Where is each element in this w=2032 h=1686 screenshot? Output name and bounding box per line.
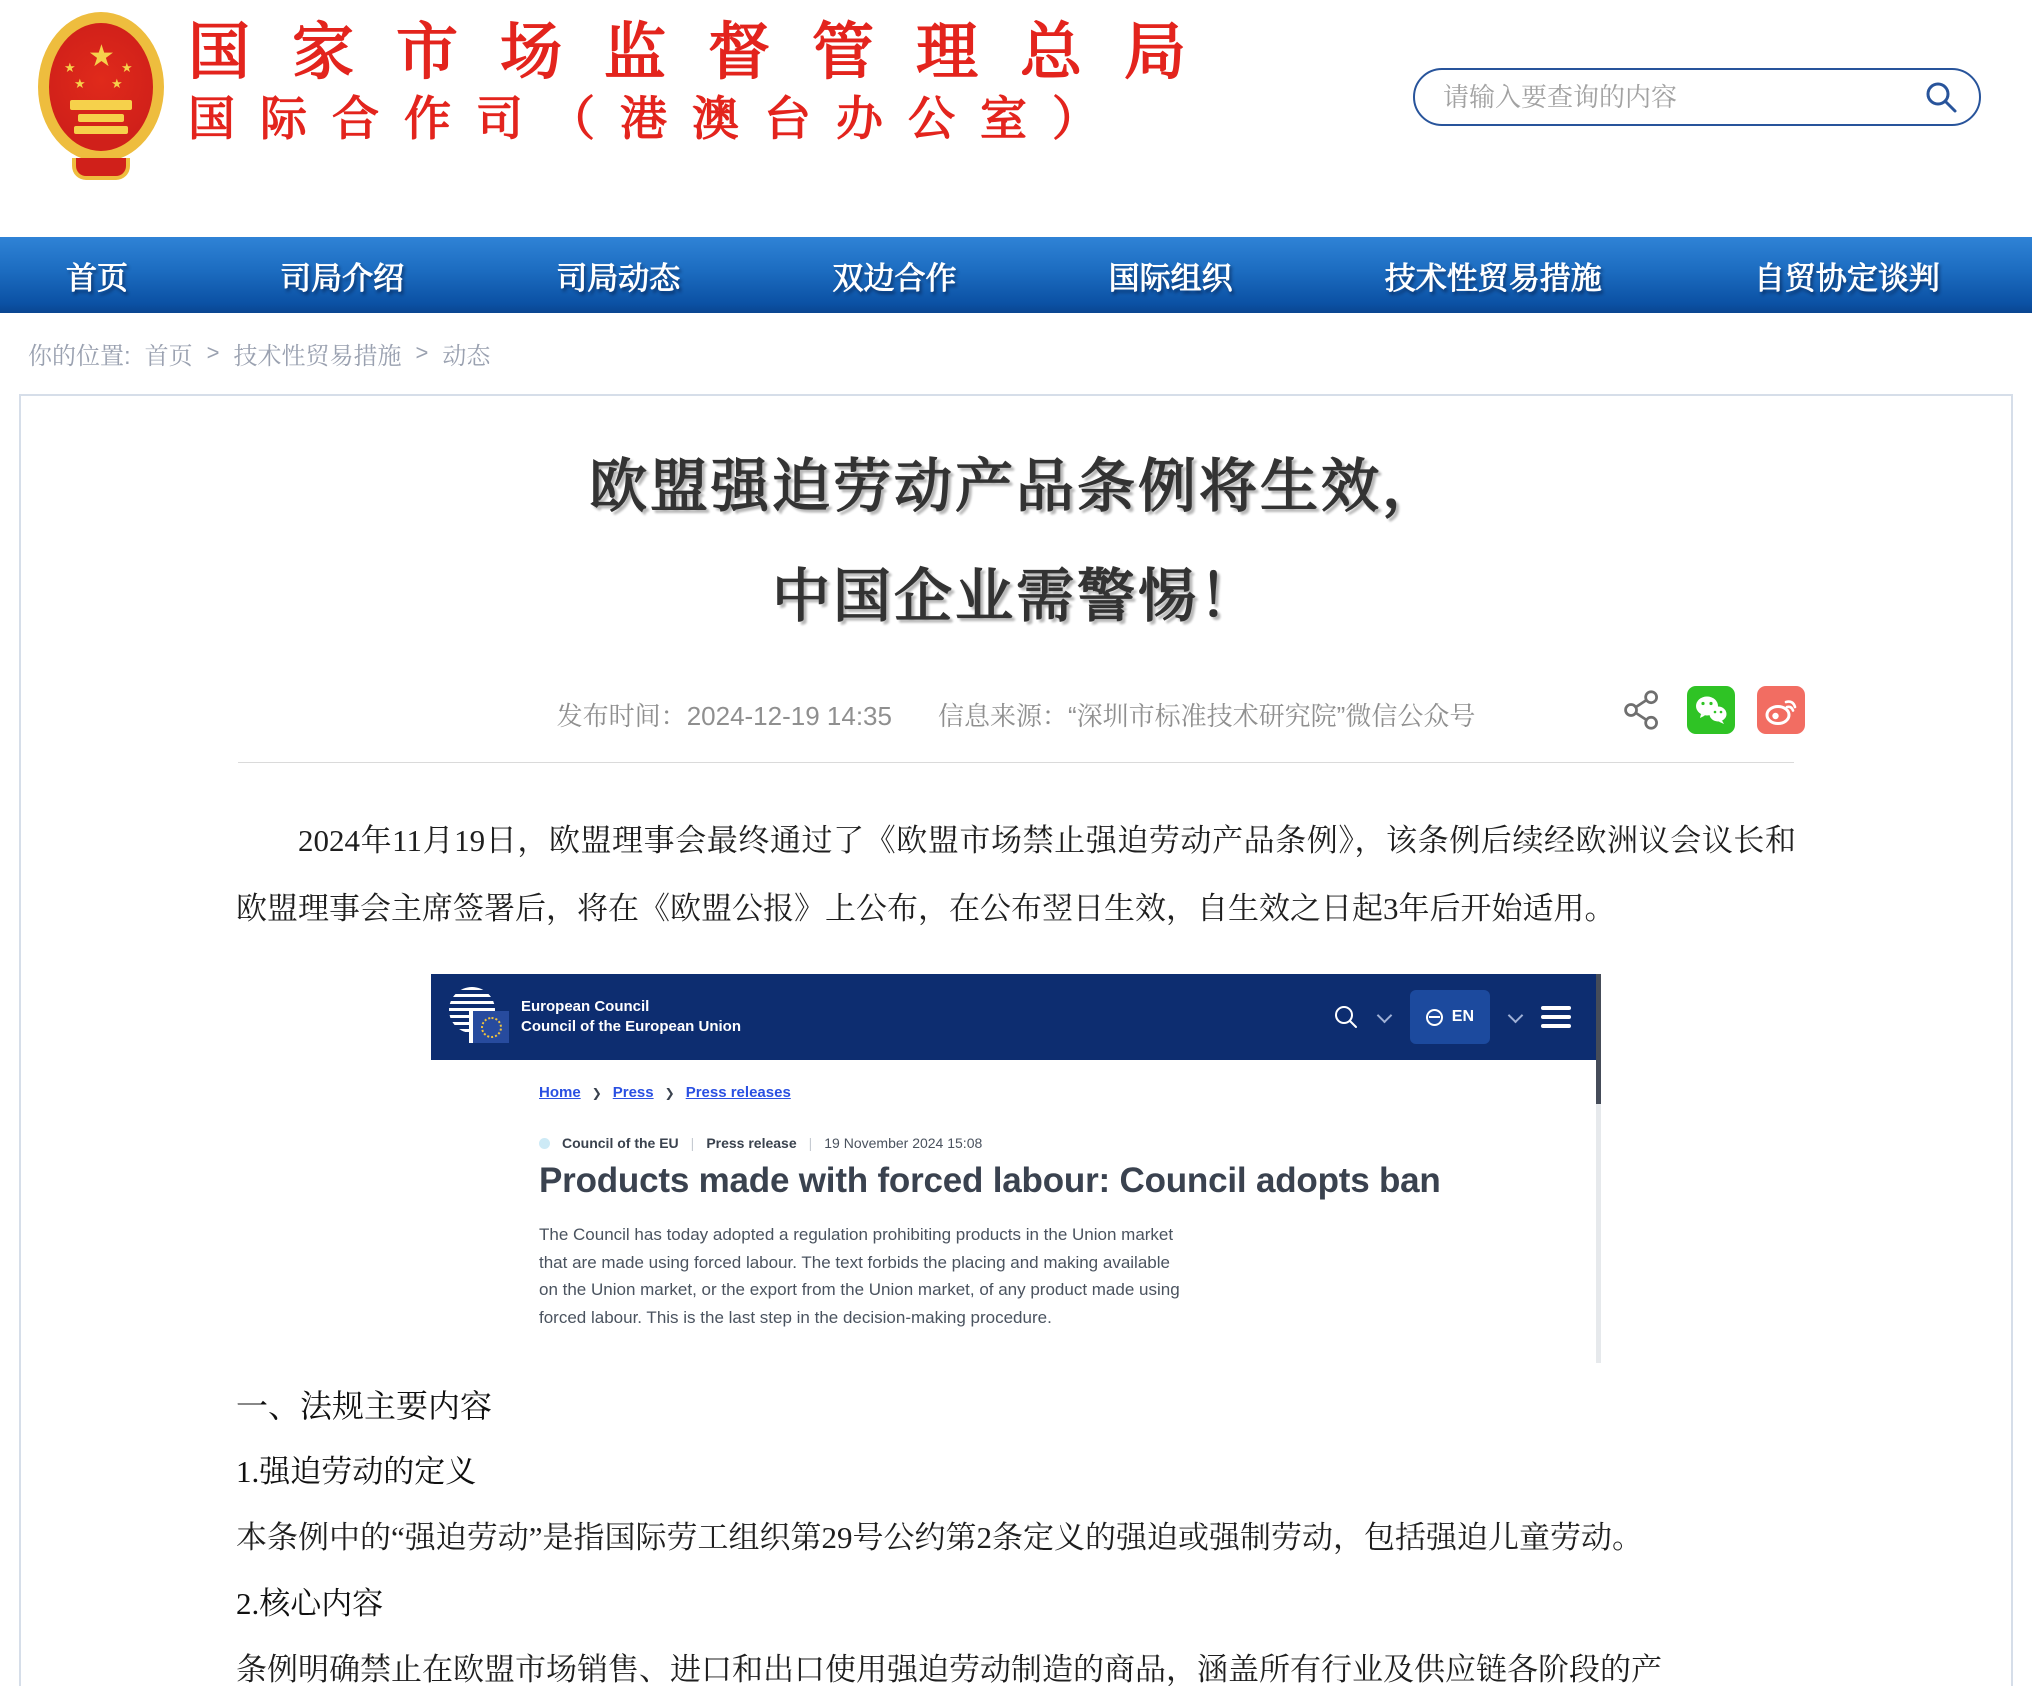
publish-source: 信息来源：“深圳市标准技术研究院”微信公众号	[937, 701, 1476, 731]
eu-language-caret-icon	[1508, 1007, 1524, 1023]
share-row	[1619, 686, 1805, 734]
eu-globe-icon	[1426, 1009, 1443, 1026]
breadcrumb-separator: >	[415, 340, 429, 365]
eu-flag-icon	[469, 1011, 509, 1043]
breadcrumb-home[interactable]: 首页	[144, 342, 193, 370]
item2-heading: 2.核心内容	[236, 1586, 384, 1621]
eu-menu-icon	[1541, 1006, 1571, 1028]
publish-row	[21, 684, 2011, 742]
section1-heading: 一、法规主要内容	[236, 1388, 493, 1424]
item1-heading: 1.强迫劳动的定义	[236, 1454, 477, 1489]
article-title-line2: 中国企业需警惕！	[771, 564, 1260, 629]
site-search[interactable]	[1413, 68, 1981, 126]
breadcrumb-current[interactable]: 动态	[442, 342, 491, 370]
site-header	[0, 0, 2032, 237]
nav-item-fta[interactable]: 自贸协定谈判	[1753, 260, 1940, 296]
eu-search-icon	[1333, 1004, 1359, 1030]
search-input[interactable]	[1441, 81, 1923, 114]
eu-org-name: European Council Council of the European Union	[521, 998, 741, 1035]
item2-body: 条例明确禁止在欧盟市场销售、进口和出口使用强迫劳动制造的商品，涵盖所有行业及供应链各阶段的产	[236, 1652, 1662, 1686]
weibo-share-icon[interactable]	[1757, 686, 1805, 734]
eu-meta-row: Council of the EU | Press release | 19 November 2024 15:08	[539, 1135, 1601, 1151]
divider-line	[238, 762, 1794, 763]
search-icon[interactable]	[1923, 79, 1959, 115]
publish-time: 发布时间：2024-12-19 14:35	[556, 701, 892, 731]
wechat-share-icon[interactable]	[1687, 686, 1735, 734]
nav-item-tbt[interactable]: 技术性贸易措施	[1384, 260, 1602, 296]
breadcrumb-separator: >	[206, 340, 220, 365]
eu-press-screenshot	[431, 974, 1601, 1363]
eu-breadcrumb-press: Press	[612, 1084, 654, 1101]
nav-item-home[interactable]: 首页	[66, 260, 128, 296]
item1-body: 本条例中的“强迫劳动”是指国际劳工组织第29号公约第2条定义的强迫或强制劳动，包括强迫儿童劳动。	[236, 1520, 1644, 1555]
eu-breadcrumb-releases: Press releases	[685, 1084, 791, 1101]
eu-meta-dot	[539, 1138, 550, 1149]
eu-scrollbar	[1596, 974, 1601, 1363]
main-nav	[0, 237, 2032, 313]
site-title-line1: 国家市场监督管理总局	[188, 18, 1229, 87]
eu-breadcrumb: Home ❯ Press ❯ Press releases	[539, 1084, 791, 1101]
eu-header-bar	[431, 974, 1601, 1060]
share-icon[interactable]	[1619, 687, 1665, 733]
nav-item-intl-org[interactable]: 国际组织	[1108, 260, 1233, 296]
paragraph-intro: 2024年11月19日，欧盟理事会最终通过了《欧盟市场禁止强迫劳动产品条例》，该条例后续经欧洲议会议长和欧盟理事会主席签署后，将在《欧盟公报》上公布，在公布翌日生效，自生效之日起3年后开始适用。	[236, 823, 1796, 926]
nav-item-intro[interactable]: 司局介绍	[280, 260, 405, 296]
article-panel	[19, 394, 2013, 1686]
site-title-line2: 国际合作司（港澳台办公室）	[188, 92, 1124, 145]
site-title	[188, 16, 1228, 148]
eu-search-caret-icon	[1376, 1007, 1392, 1023]
breadcrumb	[0, 313, 2032, 393]
eu-headline: Products made with forced labour: Council adopts ban	[539, 1161, 1441, 1200]
eu-paragraph: The Council has today adopted a regulation prohibiting products in the Union market that are made using forced labour. The text forbids the placing and making available on the Union market, or the export from the Union market, of any product made using forced labour. This is the last step in the decision-making procedure.	[539, 1225, 1180, 1327]
national-emblem-logo: ★ ★ ★ ★ ★	[38, 12, 166, 184]
breadcrumb-label: 你的位置:	[28, 342, 131, 370]
article-body	[236, 807, 1796, 1686]
article-title-line1: 欧盟强迫劳动产品条例将生效，	[588, 454, 1443, 519]
nav-item-news[interactable]: 司局动态	[556, 260, 681, 296]
breadcrumb-tbt[interactable]: 技术性贸易措施	[233, 342, 402, 370]
eu-council-logo	[447, 985, 507, 1049]
eu-language-button: EN	[1410, 990, 1490, 1044]
nav-item-bilateral[interactable]: 双边合作	[832, 260, 957, 296]
eu-breadcrumb-home: Home	[539, 1084, 581, 1101]
